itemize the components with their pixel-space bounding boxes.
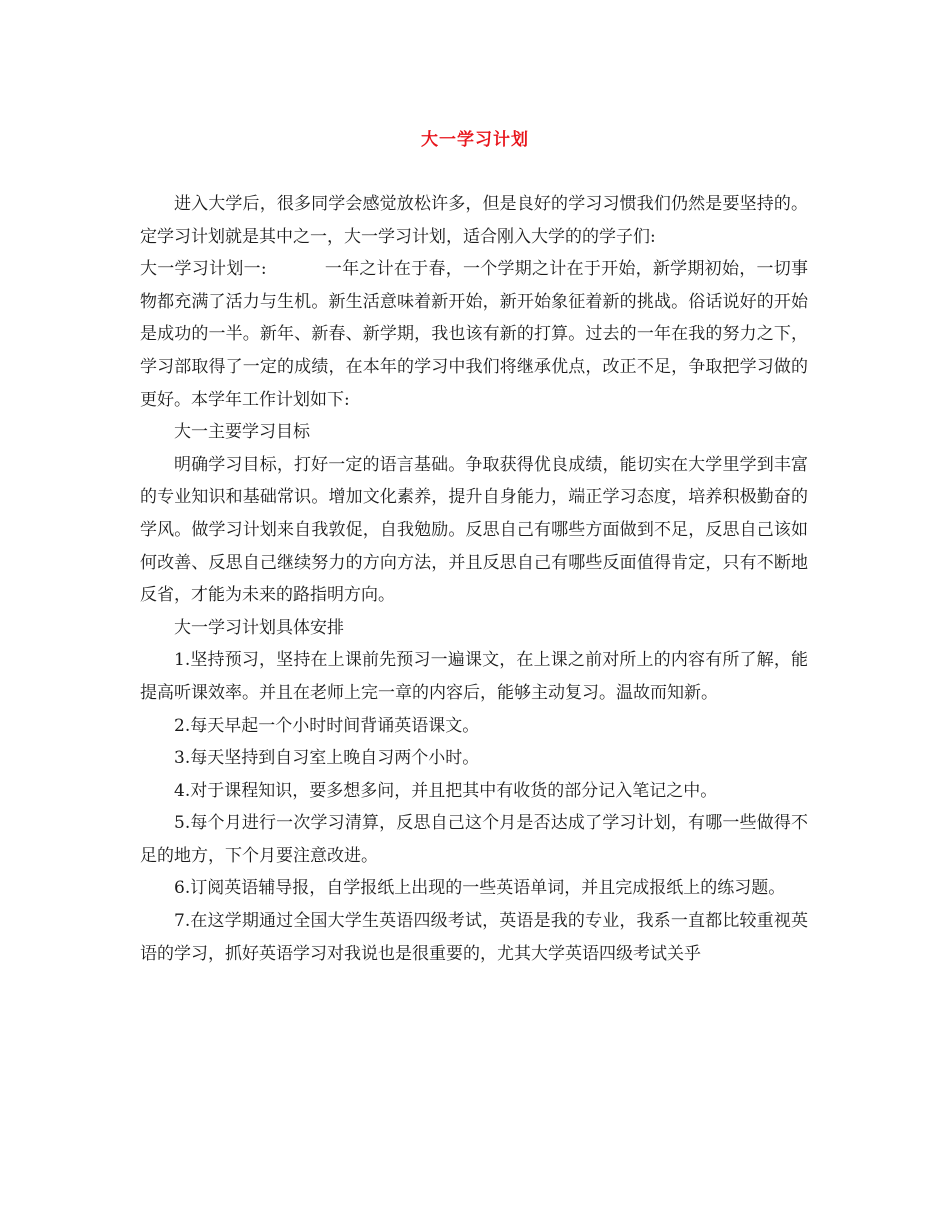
document-title: 大一学习计划	[421, 130, 529, 150]
list-item: 5.每个月进行一次学习清算，反思自己这个月是否达成了学习计划，有哪一些做得不足的地方，下个月要注意改进。	[140, 813, 808, 866]
list-item: 7.在这学期通过全国大学生英语四级考试，英语是我的专业，我系一直都比较重视英语的学习，抓好英语学习对我说也是很重要的，尤其大学英语四级考试关乎	[140, 911, 808, 964]
list-item: 1.坚持预习，坚持在上课前先预习一遍课文，在上课之前对所上的内容有所了解，能提高听课效率。并且在老师上完一章的内容后，能够主动复习。温故而知新。	[140, 650, 808, 703]
list-item: 3.每天坚持到自习室上晚自习两个小时。	[174, 748, 480, 769]
intro-paragraph: 进入大学后，很多同学会感觉放松许多，但是良好的学习习惯我们仍然是要坚持的。定学习计划就是其中之一，大一学习计划，适合刚入大学的的学子们:	[140, 194, 808, 247]
goals-heading: 大一主要学习目标	[174, 422, 310, 443]
list-item: 4.对于课程知识，要多想多问，并且把其中有收货的部分记入笔记之中。	[174, 780, 718, 801]
document-body	[140, 188, 808, 970]
goals-paragraph: 明确学习目标，打好一定的语言基础。争取获得优良成绩，能切实在大学里学到丰富的专业知识和基础常识。增加文化素养，提升自身能力，端正学习态度，培养积极勤奋的学风。做学习计划来自我敦促，自我勉励。反思自己有哪些方面做到不足，反思自己该如何改善、反思自己继续努力的方向方法，并且反思自己有哪些反面值得肯定，只有不断地反省，才能为未来的路指明方向。	[140, 454, 808, 606]
list-item: 2.每天早起一个小时时间背诵英语课文。	[174, 715, 480, 736]
plan-one-label: 大一学习计划一:	[140, 259, 267, 280]
arrangement-heading: 大一学习计划具体安排	[174, 617, 344, 638]
plan-one-text: 一年之计在于春，一个学期之计在于开始，新学期初始，一切事物都充满了活力与生机。新生活意味着新开始，新开始象征着新的挑战。俗话说好的开始是成功的一半。新年、新春、新学期，我也该有新的打算。过去的一年在我的努力之下，学习部取得了一定的成绩，在本年的学习中我们将继承优点，改正不足，争取把学习做的更好。本学年工作计划如下:	[140, 259, 809, 410]
list-item: 6.订阅英语辅导报，自学报纸上出现的一些英语单词，并且完成报纸上的练习题。	[174, 878, 786, 899]
plan-one-paragraph	[140, 253, 808, 416]
